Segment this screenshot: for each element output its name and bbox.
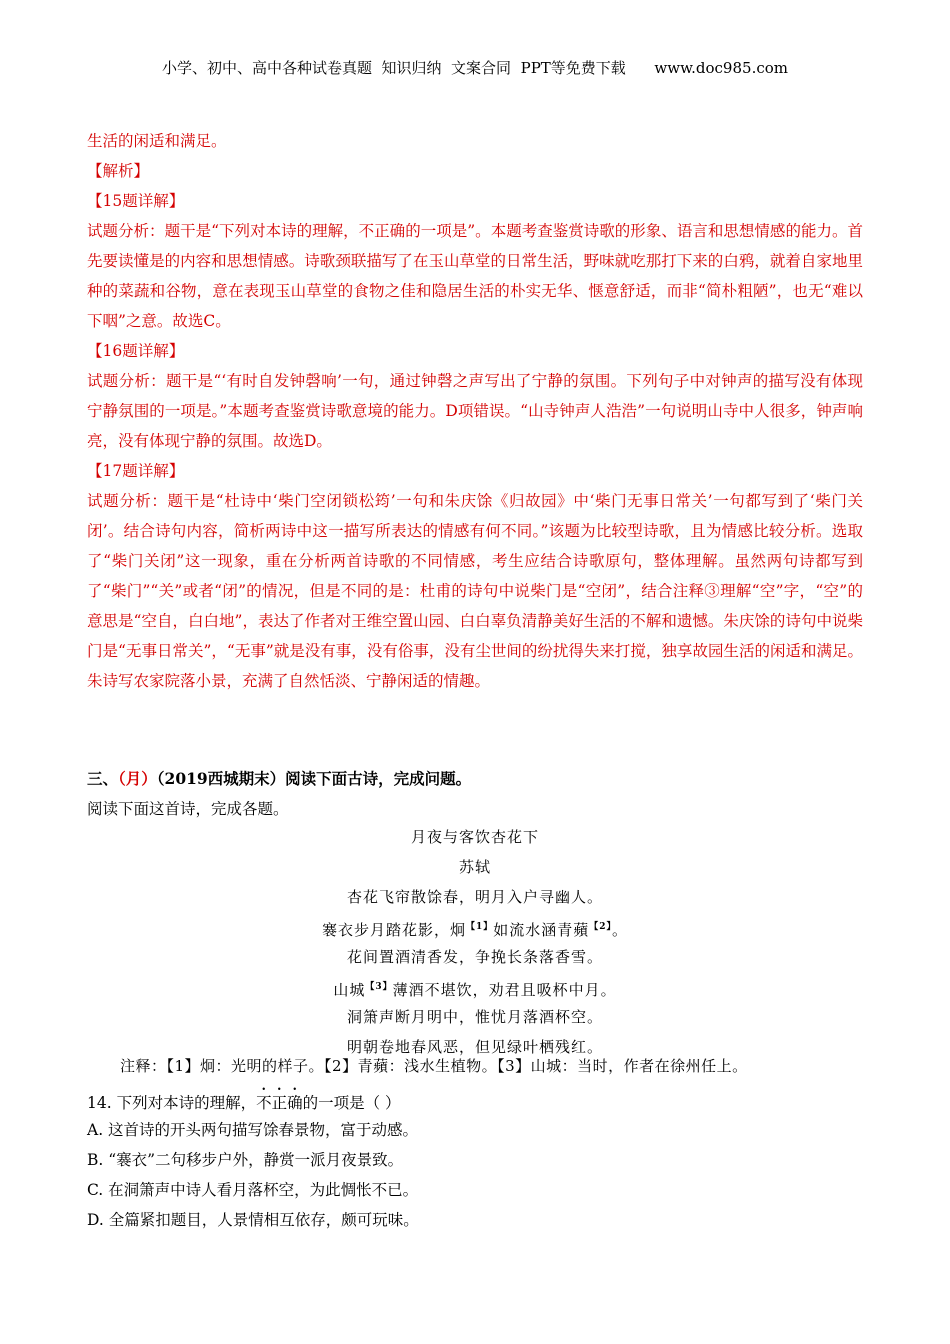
answer-tail: 生活的闲适和满足。 — [87, 132, 227, 150]
poem-author: 苏轼 — [458, 858, 491, 876]
poem-line-6: 明朝卷地春风恶，但见绿叶栖残红。 — [346, 1038, 603, 1056]
q14-option-b: B. “褰衣”二句移步户外，静赏一派月夜景致。 — [87, 1151, 404, 1169]
section-3-tag: （月） — [118, 769, 157, 788]
analysis-heading: 【解析】 — [87, 162, 150, 180]
q16-heading: 【16题详解】 — [87, 342, 185, 360]
poem-line-4 — [0, 972, 950, 1002]
section-3-title — [87, 767, 471, 789]
poem-line-3: 花间置酒清香发，争挽长条落香雪。 — [346, 948, 603, 966]
note-ref-3: 【3】 — [365, 982, 393, 992]
poem-notes: 注释：【1】炯：光明的样子。【2】青蘋：浅水生植物。【3】山城：当时，作者在徐州任上。 — [120, 1057, 748, 1075]
q14-option-c: C. 在洞箫声中诗人看月落杯空，为此惆怅不已。 — [87, 1181, 419, 1199]
poem-line-4-b: 薄酒不堪饮，劝君且吸杯中月。 — [392, 981, 617, 999]
q16-analysis: 试题分析：题干是“‘有时自发钟磬响’一句，通过钟磬之声写出了宁静的氛围。下列句子中对钟声的描写没有体现宁静氛围的一项是。”本题考查鉴赏诗歌意境的能力。D项错误。“山寺钟声人浩浩”一句说明山寺中人很多，钟声响亮，没有体现宁静的氛围。故选D。 — [87, 372, 863, 450]
note-ref-2: 【2】 — [589, 922, 613, 932]
poem-line-2-b: 如流水涵青蘋 — [493, 921, 590, 939]
q15-heading: 【15题详解】 — [87, 192, 185, 210]
q14-stem — [87, 1085, 401, 1113]
q17-analysis: 试题分析：题干是“杜诗中‘柴门空闭锁松筠’一句和朱庆馀《归故园》中‘柴门无事日常关’一句都写到了‘柴门关闭’。结合诗句内容，简析两诗中这一描写所表达的情感有何不同。”该题为比较型诗歌，且为情感比较分析。选取了“柴门关闭”这一现象，重在分析两首诗歌的不同情感，考生应结合诗歌原句，整体理解。虽然两句诗都写到了“柴门”“关”或者“闭”的情况，但是不同的是：杜甫的诗句中说柴门是“空闭”，结合注释③理解“空”字，“空”的意思是“空自，白白地”，表达了作者对王维空置山园、白白辜负清静美好生活的不解和遗憾。朱庆馀的诗句中说柴门是“无事日常关”，“无事”就是没有事，没有俗事，没有尘世间的纷扰得失来打搅，独享故园生活的闲适和满足。朱诗写农家院落小景，充满了自然恬淡、宁静闲适的情趣。 — [87, 492, 863, 690]
section-3-instruction: 阅读下面这首诗，完成各题。 — [87, 800, 289, 818]
poem-line-4-a: 山城 — [333, 981, 366, 999]
page-header: 小学、初中、高中各种试卷真题 知识归纳 文案合同 PPT等免费下载 www.doc985.com — [161, 59, 788, 77]
poem-line-2-c: 。 — [612, 921, 629, 939]
q14-option-d: D. 全篇紧扣题目，人景情相互依存，颇可玩味。 — [87, 1211, 419, 1229]
q14-stem-b: 的一项是（ ） — [302, 1094, 401, 1112]
poem — [0, 822, 950, 1062]
poem-line-1: 杏花飞帘散馀春，明月入户寻幽人。 — [346, 888, 603, 906]
poem-line-2-a: 褰衣步月踏花影，炯 — [321, 921, 466, 939]
note-ref-1: 【1】 — [465, 922, 494, 932]
q17-heading: 【17题详解】 — [87, 462, 185, 480]
section-3-heading: （2019西城期末）阅读下面古诗，完成问题。 — [156, 769, 472, 788]
poem-line-2 — [0, 912, 950, 942]
q14-option-a: A. 这首诗的开头两句描写馀春景物，富于动感。 — [87, 1121, 419, 1139]
q15-analysis: 试题分析：题干是“下列对本诗的理解，不正确的一项是”。本题考查鉴赏诗歌的形象、语言和思想情感的能力。首先要读懂是的内容和思想情感。诗歌颈联描写了在玉山草堂的日常生活，野味就吃那打下来的白鸦，就着自家地里种的菜蔬和谷物，意在表现玉山草堂的食物之佳和隐居生活的朴实无华、惬意舒适，而非“简朴粗陋”，也无“难以下咽”之意。故选C。 — [87, 222, 863, 330]
q14-stem-a: 14. 下列对本诗的理解， — [87, 1094, 257, 1112]
q14-emphasis: 不正确 — [256, 1094, 303, 1112]
poem-line-5: 洞箫声断月明中，惟忧月落酒杯空。 — [346, 1008, 603, 1026]
poem-title: 月夜与客饮杏花下 — [410, 828, 539, 846]
section-3-prefix: 三、 — [87, 769, 119, 788]
